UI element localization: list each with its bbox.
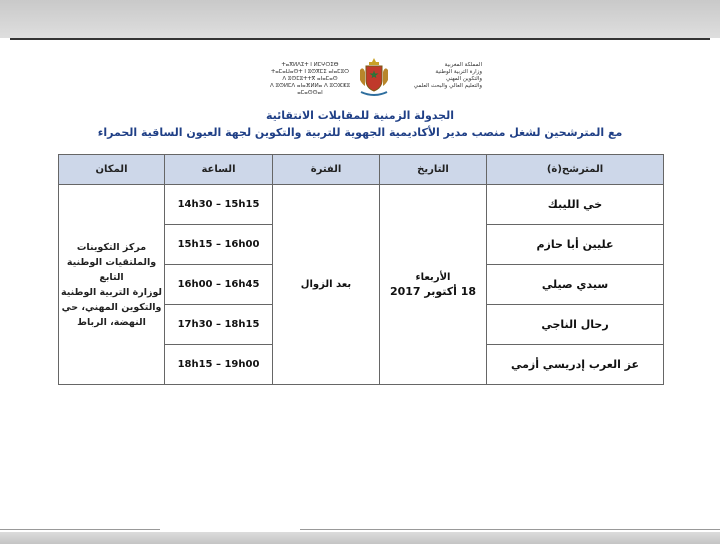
top-bar [0,0,720,38]
interview-schedule-table [58,154,664,385]
candidate-cell: رحال الناجي [487,305,664,345]
document-title: الجدولة الزمنية للمقابلات الانتقائية [265,109,454,122]
bottom-bar [0,532,720,544]
header-period: الفترة [273,155,380,185]
header-line: ⵜⴰⵎⴰⵡⴰⵙⵜ ⵏ ⵓⵙⴳⵎⵉ ⴰⵏⴰⵎⵓⵔ [271,69,349,75]
time-cell: 16h00 – 16h45 [165,265,273,305]
footer-divider [300,529,720,530]
place-cell [59,185,165,385]
ministry-header-arabic [400,62,482,90]
date-value: 18 أكتوبر 2017 [389,284,477,298]
place-line: والملتقيات الوطنية التابع [66,256,157,283]
header-line: والتكوين المهني [445,76,482,82]
table-row [59,185,664,225]
footer-divider [0,529,160,530]
place-line: مركز التكوينات [76,241,147,253]
header-line: ⴷ ⵓⵙⵎⵓⵜⵜⴳ ⴰⵏⴰⵎⴰⵙ [282,76,338,82]
header-line: والتعليم العالي والبحث العلمي [413,83,482,89]
period-cell: بعد الزوال [273,185,380,385]
time-cell: 18h15 – 19h00 [165,345,273,385]
table-header-row [59,155,664,185]
header-line: ⵜⴰⴳⵍⴷⵉⵜ ⵏ ⵍⵎⵖⵔⵉⴱ [281,62,339,68]
header-date: التاريخ [380,155,487,185]
candidate-cell: عز العرب إدريسي أزمي [487,345,664,385]
time-cell: 17h30 – 18h15 [165,305,273,345]
time-cell: 14h30 – 15h15 [165,185,273,225]
top-rule [10,38,710,40]
candidate-cell: خي الليبك [487,185,664,225]
place-line: والتكوين المهني، حي [61,301,162,313]
coat-of-arms-icon [357,56,391,100]
time-cell: 15h15 – 16h00 [165,225,273,265]
document-subtitle: مع المترشحين لشغل منصب مدير الأكاديمية الجهوية للتربية والتكوين لجهة العيون الساقية الحمراء [97,126,623,139]
ministry-header-tifinagh [270,62,350,97]
header-line: المملكة المغربية [444,62,482,68]
place-line: النهضة، الرباط [77,316,146,328]
header-place: المكان [59,155,165,185]
date-weekday: الأربعاء [415,271,451,283]
header-line: ⴷ ⵓⵙⵍⵎⴷ ⴰⵏⴰⴼⵍⵍⴰ ⴷ ⵓⵔⵣⵣⵓ ⴰⵎⴰⵙⵙⴰⵏ [270,83,351,96]
header-candidate: المترشح(ة) [487,155,664,185]
date-cell [380,185,487,385]
candidate-cell: عليين أبا حازم [487,225,664,265]
candidate-cell: سيدي صيلي [487,265,664,305]
header-time: الساعة [165,155,273,185]
header-line: وزارة التربية الوطنية [435,69,482,75]
place-line: لوزارة التربية الوطنية [60,286,162,298]
